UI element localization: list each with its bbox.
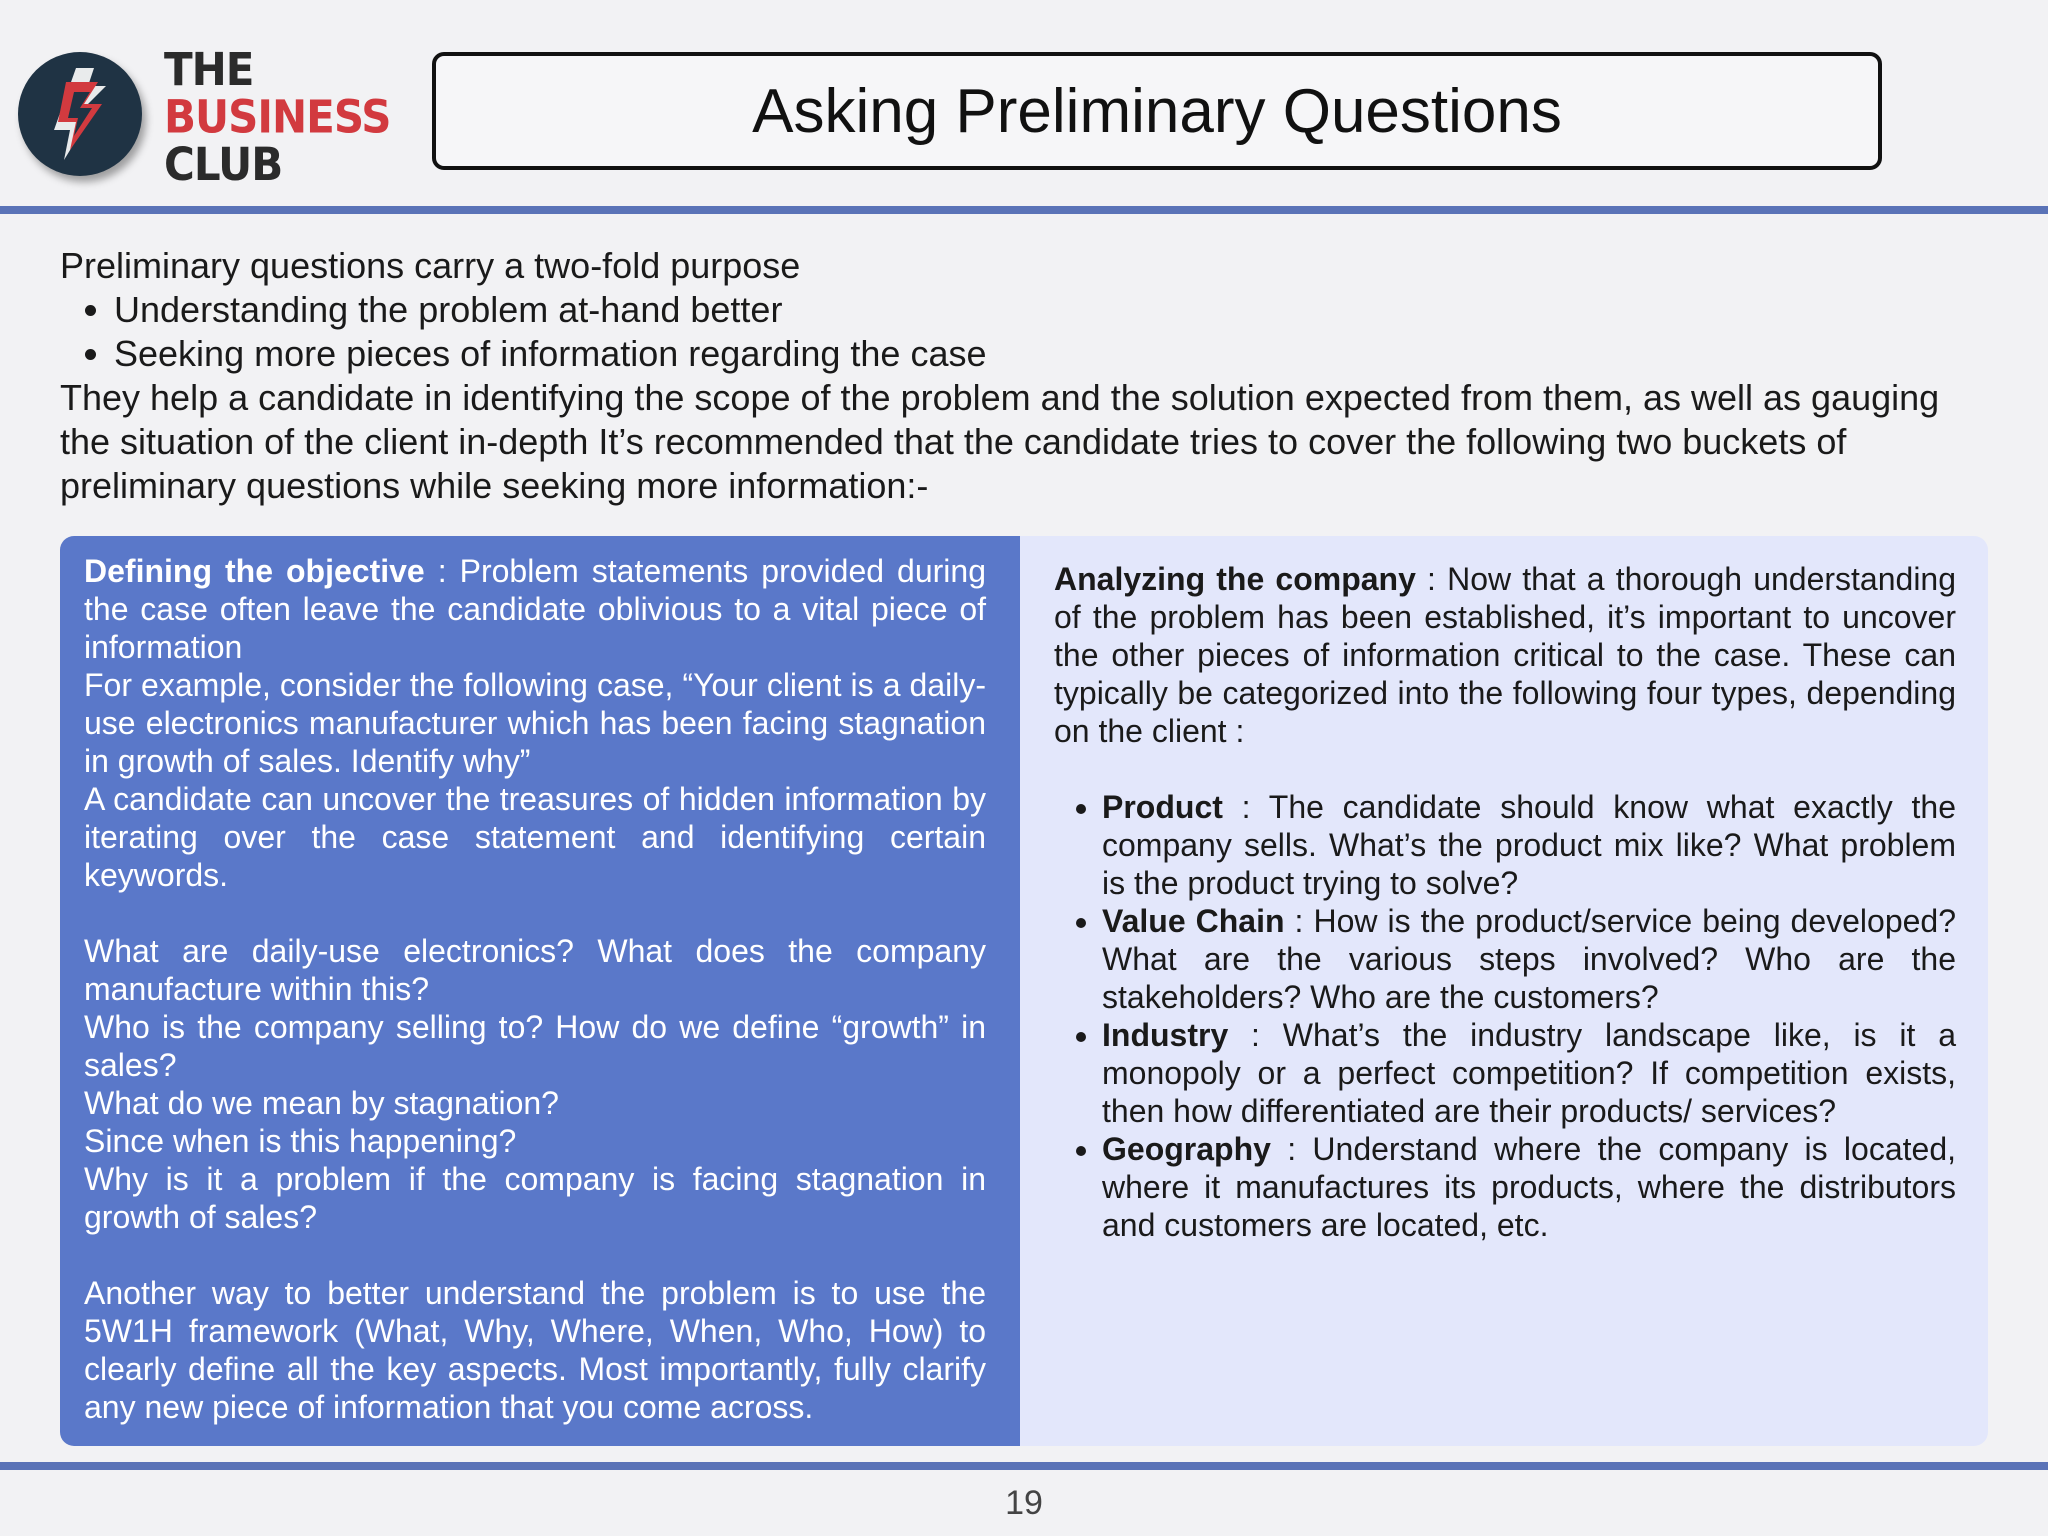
factor-industry	[1102, 1016, 1956, 1130]
company-intro-text: Now that a thorough understanding of the problem has been established, it’s important to uncover the other pieces of information critical to the case. These can typically be categorized into the following four types, depending on the client :	[1054, 561, 1957, 749]
factor-separator: :	[1222, 789, 1269, 825]
factor-geography	[1102, 1130, 1956, 1244]
footer-divider	[0, 1462, 2048, 1470]
objective-question: Why is it a problem if the company is facing stagnation in growth of sales?	[84, 1161, 986, 1235]
factor-separator: :	[1228, 1017, 1283, 1053]
company-factor-list	[1054, 788, 1956, 1244]
factor-term: Geography	[1102, 1131, 1271, 1167]
analyzing-company-panel	[1020, 536, 1988, 1446]
factor-separator: :	[1284, 903, 1314, 939]
objective-intro-text: Problem statements provided during the case often leave the candidate oblivious to a vital piece of information	[84, 553, 987, 665]
factor-term: Product	[1102, 789, 1223, 825]
objective-question: What are daily-use electronics? What does the company manufacture within this?	[84, 933, 986, 1007]
company-heading-separator: :	[1415, 561, 1448, 597]
objective-uncover: A candidate can uncover the treasures of hidden information by iterating over the case statement and identifying certain keywords.	[84, 781, 986, 893]
logo-line-the: THE	[164, 42, 254, 96]
objective-question: What do we mean by stagnation?	[84, 1085, 559, 1121]
logo-emblem-icon	[18, 52, 142, 176]
objective-heading-separator: :	[424, 553, 460, 589]
company-heading: Analyzing the company	[1054, 561, 1416, 597]
factor-term: Industry	[1102, 1017, 1229, 1053]
intro-bullet-list	[60, 288, 1980, 376]
header-divider	[0, 206, 2048, 214]
logo-line-business: BUSINESS	[164, 90, 391, 144]
objective-intro	[84, 552, 986, 666]
logo-line-club: CLUB	[164, 137, 283, 191]
objective-closing: Another way to better understand the problem is to use the 5W1H framework (What, Why, Where, When, Who, How) to clearly define all the key aspects. Most importantly, fully clarify any new piece of information that you come across.	[84, 1275, 986, 1425]
business-club-logo	[18, 42, 391, 191]
page-number: 19	[1005, 1484, 1043, 1522]
factor-product	[1102, 788, 1956, 902]
intro-lead: Preliminary questions carry a two-fold purpose	[60, 245, 801, 286]
intro-bullet: • Understanding the problem at-hand better	[114, 288, 1980, 332]
factor-value-chain	[1102, 902, 1956, 1016]
factor-text: Understand where the company is located, where it manufactures its products, where the distributors and customers are located, etc.	[1102, 1131, 1956, 1243]
intro-paragraph: They help a candidate in identifying the scope of the problem and the solution expected from them, as well as gauging the situation of the client in-depth It’s recommended that the candidate tries to cover the following two buckets of preliminary questions while seeking more information:-	[60, 377, 1940, 506]
factor-separator: :	[1270, 1131, 1313, 1167]
defining-objective-panel	[60, 536, 1020, 1446]
objective-question: Who is the company selling to? How do we define “growth” in sales?	[84, 1009, 986, 1083]
title-box	[432, 52, 1882, 170]
factor-term: Value Chain	[1102, 903, 1285, 939]
intro-section	[60, 244, 1980, 508]
factor-text: What’s the industry landscape like, is it a monopoly or a perfect competition? If competition exists, then how differentiated are their products/ services?	[1102, 1017, 1957, 1129]
factor-text: How is the product/service being developed? What are the various steps involved? Who are the stakeholders? Who are the customers?	[1102, 903, 1957, 1015]
company-intro	[1054, 560, 1956, 750]
factor-text: The candidate should know what exactly the company sells. What’s the product mix like? What problem is the product trying to solve?	[1102, 789, 1957, 901]
objective-question: Since when is this happening?	[84, 1123, 517, 1159]
objective-heading: Defining the objective	[84, 553, 425, 589]
logo-wordmark	[164, 42, 391, 191]
intro-bullet: • Seeking more pieces of information regarding the case	[114, 332, 1980, 376]
page-title: Asking Preliminary Questions	[752, 76, 1562, 146]
objective-example: For example, consider the following case, “Your client is a daily-use electronics manufacturer which has been facing stagnation in growth of sales. Identify why”	[84, 667, 986, 779]
